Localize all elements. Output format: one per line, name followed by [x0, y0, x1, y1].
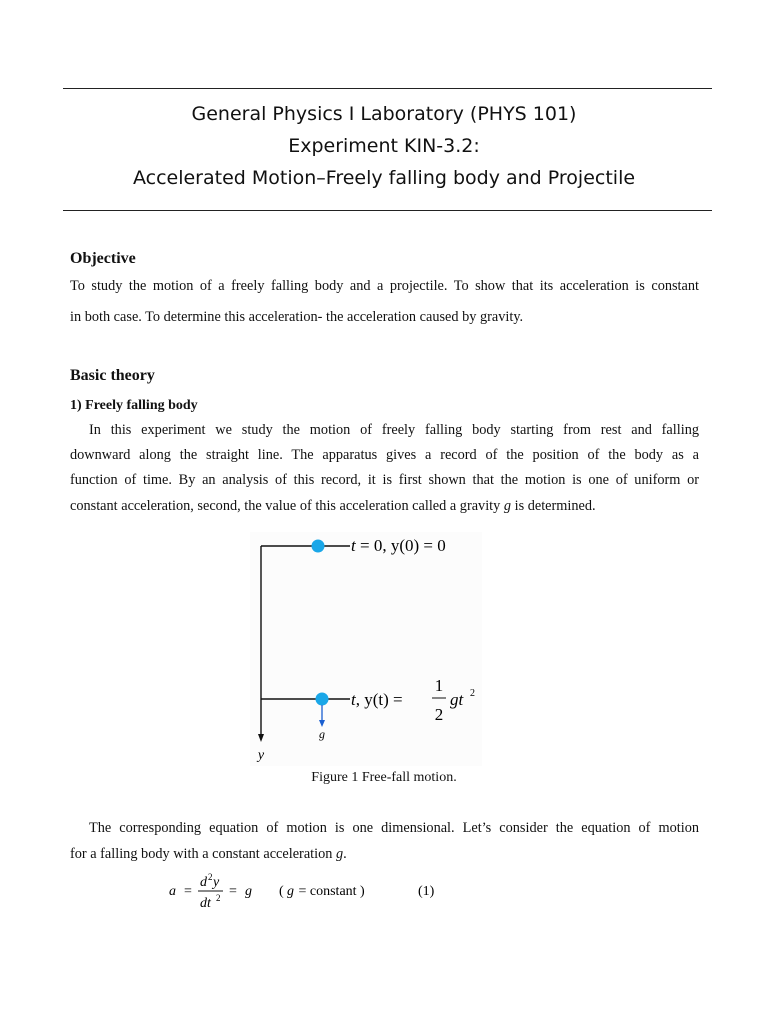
eq-den-exp: 2 — [216, 893, 221, 903]
top-rule — [63, 88, 712, 89]
para1-line-4 — [70, 498, 699, 515]
gravity-arrow-label: g — [319, 727, 325, 741]
eq-paren-g: g — [287, 884, 294, 899]
para2-line-1: The corresponding equation of motion is one dimensional. Let’s consider the equation of motion — [89, 820, 699, 836]
bottom-rule — [63, 210, 712, 211]
eq-num-y: y — [213, 875, 220, 890]
eq-rhs-g: g — [245, 884, 252, 899]
eq-number: (1) — [418, 884, 435, 899]
eq-paren-open: ( — [279, 884, 284, 899]
eq-lhs-a: a — [169, 884, 176, 899]
free-fall-figure — [250, 532, 490, 768]
eq-equals-1: = — [184, 884, 192, 899]
fraction-numerator: 1 — [434, 676, 444, 695]
para2-line-2-end: . — [343, 846, 347, 862]
position-at-t-label — [351, 690, 403, 709]
initial-condition-label — [351, 536, 446, 555]
para1-line-4-end: is determined. — [511, 498, 596, 514]
experiment-title: Accelerated Motion–Freely falling body and Projectile — [132, 167, 636, 189]
para1-line-1: In this experiment we study the motion of freely falling body starting from rest and falling — [89, 422, 699, 438]
label-yt: , y(t) = — [355, 690, 403, 709]
para1-line-4-text: constant acceleration, second, the value of this acceleration called a gravity — [70, 498, 504, 514]
initial-rest: = 0, y(0) = 0 — [355, 536, 446, 555]
experiment-id: Experiment KIN-3.2: — [288, 135, 480, 157]
ball-initial — [312, 540, 325, 553]
eq-equals-2: = — [229, 884, 237, 899]
equation-1 — [165, 870, 455, 914]
para2-line-2-text: for a falling body with a constant acceleration — [70, 846, 336, 862]
para2-gravity-symbol: g — [335, 846, 344, 862]
gt-term: gt — [450, 690, 464, 709]
y-axis-label: y — [257, 748, 265, 763]
figure-caption: Figure 1 Free-fall motion. — [311, 770, 457, 785]
basic-theory-heading: Basic theory — [70, 367, 155, 384]
objective-heading: Objective — [70, 250, 136, 267]
eq-num-d: d — [200, 875, 207, 890]
figure-background — [250, 532, 482, 766]
course-title: General Physics I Laboratory (PHYS 101) — [191, 103, 577, 125]
gravity-symbol: g — [503, 498, 512, 514]
freely-falling-subheading: 1) Freely falling body — [70, 398, 198, 413]
initial-t: t — [351, 536, 356, 555]
para1-line-3: function of time. By an analysis of this record, it is first shown that the motion is one of uniform or — [70, 472, 699, 488]
eq-num-exp: 2 — [208, 872, 213, 882]
objective-line-2: in both case. To determine this acceleration- the acceleration caused by gravity. — [70, 309, 524, 325]
para1-line-2: downward along the straight line. The apparatus gives a record of the position of the body as a — [70, 447, 699, 463]
eq-den-dt: dt — [200, 896, 211, 911]
label-t: t — [351, 690, 356, 709]
fraction-denominator: 2 — [434, 705, 444, 724]
objective-line-1: To study the motion of a freely falling body and a projectile. To show that its acceleration is constant — [70, 278, 699, 294]
eq-paren-rest: = constant ) — [295, 884, 365, 899]
para2-line-2 — [70, 846, 699, 863]
gt-exponent: 2 — [470, 688, 475, 699]
ball-at-t — [316, 693, 329, 706]
